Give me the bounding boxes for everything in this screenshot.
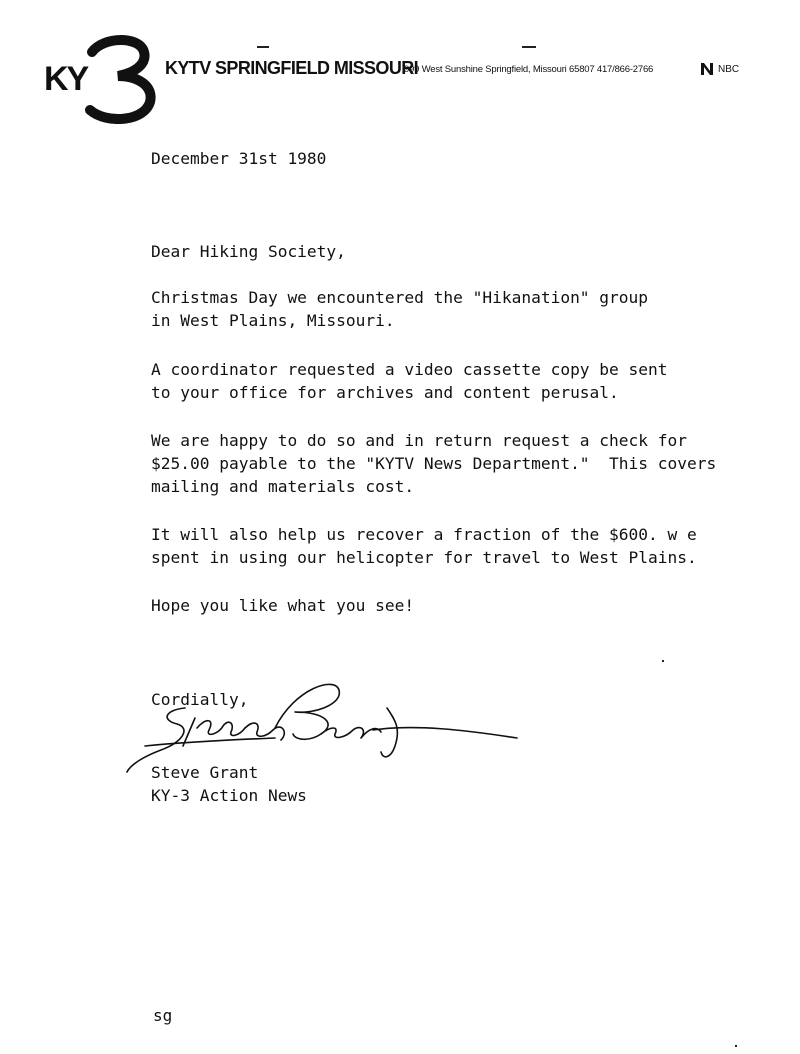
network-label: NBC xyxy=(718,64,740,75)
logo-ky-text: KY xyxy=(44,60,88,98)
scan-speck xyxy=(735,1045,737,1047)
logo-3-icon xyxy=(82,34,162,124)
ky3-logo xyxy=(44,34,162,124)
paragraph-5: Hope you like what you see! xyxy=(151,596,415,615)
paragraph-4-line-1: It will also help us recover a fraction of the $600. w e xyxy=(151,525,697,544)
paragraph-1-line-2: in West Plains, Missouri. xyxy=(151,311,395,330)
paragraph-2-line-2: to your office for archives and content perusal. xyxy=(151,383,619,402)
signer-name: Steve Grant xyxy=(151,763,259,782)
station-name: KYTV SPRINGFIELD MISSOURI xyxy=(165,58,419,78)
scan-speck xyxy=(257,46,269,48)
closing: Cordially, xyxy=(151,690,249,709)
scan-speck xyxy=(522,46,536,48)
typist-initials: sg xyxy=(153,1006,173,1025)
salutation: Dear Hiking Society, xyxy=(151,242,346,261)
paragraph-1-line-1: Christmas Day we encountered the "Hikanation" group xyxy=(151,288,649,307)
paragraph-4-line-2: spent in using our helicopter for travel to West Plains. xyxy=(151,548,697,567)
station-address: 999 West Sunshine Springfield, Missouri 65807 417/866-2766 xyxy=(404,64,654,75)
paragraph-2-line-1: A coordinator requested a video cassette copy be sent xyxy=(151,360,668,379)
paragraph-3-line-3: mailing and materials cost. xyxy=(151,477,415,496)
letter-date: December 31st 1980 xyxy=(151,149,327,168)
signer-title: KY-3 Action News xyxy=(151,786,307,805)
paragraph-3-line-1: We are happy to do so and in return request a check for xyxy=(151,431,688,450)
nbc-n-icon xyxy=(700,62,714,76)
paragraph-3-line-2: $25.00 payable to the "KYTV News Department." This covers xyxy=(151,454,717,473)
scan-speck xyxy=(662,660,664,662)
letterhead xyxy=(0,0,800,130)
